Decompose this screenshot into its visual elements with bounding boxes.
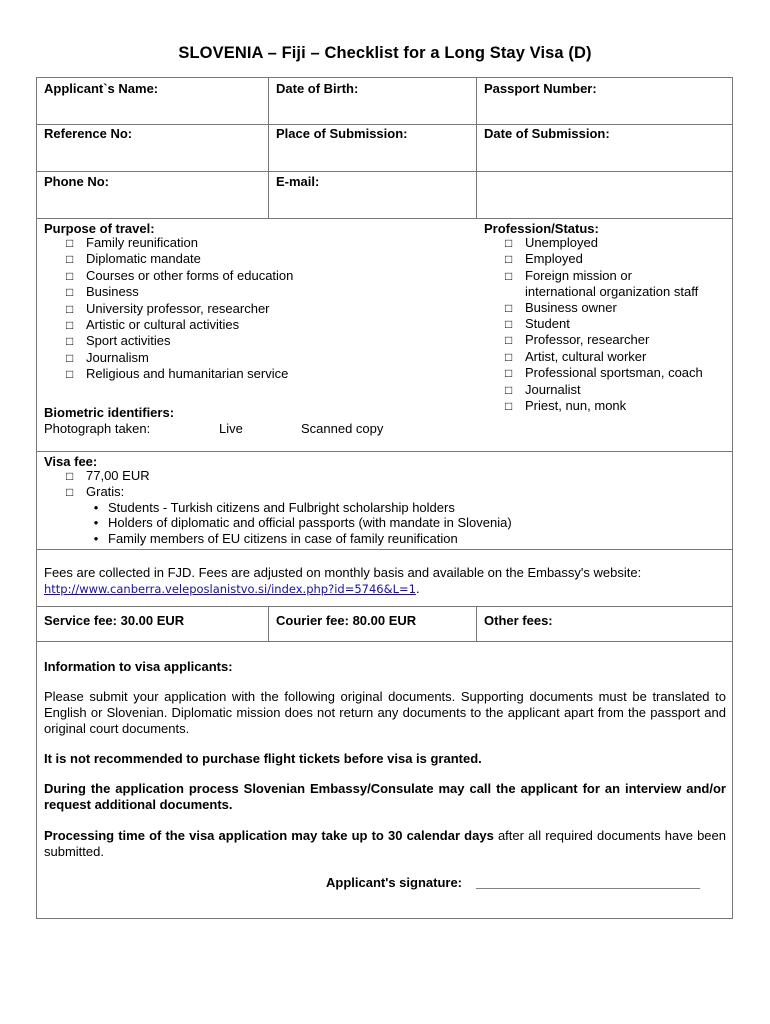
checkbox-icon[interactable]: □	[505, 366, 513, 381]
reference-no-label: Reference No:	[44, 126, 133, 141]
checkbox-icon[interactable]: □	[66, 301, 74, 316]
checkbox-icon[interactable]: □	[66, 469, 74, 483]
checkbox-icon[interactable]: □	[505, 268, 513, 283]
list-item[interactable]: □ Unemployed	[505, 235, 598, 250]
list-item[interactable]: □ Gratis:	[66, 484, 125, 500]
place-of-submission-label: Place of Submission:	[276, 126, 408, 141]
checkbox-icon[interactable]: □	[505, 349, 513, 364]
purpose-list	[66, 235, 293, 383]
list-item-continuation: international organization staff	[525, 284, 699, 300]
purpose-heading: Purpose of travel:	[44, 221, 155, 236]
biometric-heading: Biometric identifiers:	[44, 405, 175, 420]
info-heading: Information to visa applicants:	[44, 659, 233, 674]
divider	[268, 77, 269, 218]
live-option[interactable]: Live	[219, 421, 243, 436]
list-item[interactable]: □ Journalism	[66, 349, 149, 365]
divider	[36, 451, 733, 452]
checkbox-icon[interactable]: □	[66, 350, 74, 365]
visa-fee-options	[66, 468, 150, 501]
divider	[268, 606, 269, 641]
list-item[interactable]: □ Journalist	[505, 381, 581, 397]
list-item[interactable]: □ Business owner	[505, 299, 617, 315]
checkbox-icon[interactable]: □	[66, 268, 74, 283]
list-item[interactable]: □ Diplomatic mandate	[66, 251, 201, 267]
other-fees-label: Other fees:	[484, 613, 553, 628]
divider	[36, 641, 733, 642]
divider	[476, 606, 477, 641]
list-item: • Students - Turkish citizens and Fulbright scholarship holders	[84, 500, 512, 515]
checkbox-icon[interactable]: □	[66, 367, 74, 382]
divider	[36, 549, 733, 550]
list-item: • Family members of EU citizens in case of family reunification	[84, 531, 512, 546]
list-item[interactable]: □ Family reunification	[66, 235, 198, 250]
checkbox-icon[interactable]: □	[505, 333, 513, 348]
checkbox-icon[interactable]: □	[66, 318, 74, 333]
embassy-link-line: http://www.canberra.veleposlanistvo.si/index.php?id=5746&L=1.	[44, 581, 420, 596]
list-item[interactable]: □ Religious and humanitarian service	[66, 366, 289, 382]
divider	[36, 171, 733, 172]
page-title: SLOVENIA – Fiji – Checklist for a Long Stay Visa (D)	[178, 44, 592, 62]
flight-tickets-warning: It is not recommended to purchase flight tickets before visa is granted.	[44, 751, 482, 766]
passport-number-label: Passport Number:	[484, 81, 597, 96]
list-item[interactable]: □ Courses or other forms of education	[66, 267, 294, 283]
courier-fee-label: Courier fee: 80.00 EUR	[276, 613, 417, 628]
checkbox-icon[interactable]: □	[505, 399, 513, 414]
date-of-birth-label: Date of Birth:	[276, 81, 359, 96]
phone-no-label: Phone No:	[44, 174, 109, 189]
list-item[interactable]: □ Artistic or cultural activities	[66, 317, 240, 333]
signature-line[interactable]: _______________________________	[476, 875, 701, 890]
checkbox-icon[interactable]: □	[505, 236, 513, 250]
applicant-name-label: Applicant`s Name:	[44, 81, 159, 96]
visa-fee-heading: Visa fee:	[44, 454, 98, 469]
list-item[interactable]: □ Artist, cultural worker	[505, 348, 647, 364]
list-item[interactable]: □ Professional sportsman, coach	[505, 365, 703, 381]
divider	[476, 77, 477, 218]
divider	[36, 124, 733, 125]
date-of-submission-label: Date of Submission:	[484, 126, 610, 141]
checkbox-icon[interactable]: □	[505, 252, 513, 267]
list-item[interactable]: □ Foreign mission or	[505, 267, 632, 283]
fees-note: Fees are collected in FJD. Fees are adjusted on monthly basis and available on the Embassy's website:	[44, 565, 642, 580]
checkbox-icon[interactable]: □	[66, 285, 74, 300]
photograph-taken-label: Photograph taken:	[44, 421, 151, 436]
embassy-website-link[interactable]: http://www.canberra.veleposlanistvo.si/index.php?id=5746&L=1	[44, 582, 416, 596]
list-item[interactable]: □ 77,00 EUR	[66, 468, 150, 483]
checkbox-icon[interactable]: □	[505, 317, 513, 332]
list-item[interactable]: □ Employed	[505, 251, 583, 267]
gratis-list	[84, 500, 512, 546]
interview-notice: During the application process Slovenian Embassy/Consulate may call the applicant for an interview and/or request additional documents.	[44, 781, 726, 812]
service-fee-label: Service fee: 30.00 EUR	[44, 613, 185, 628]
list-item[interactable]: □ Sport activities	[66, 333, 171, 349]
checkbox-icon[interactable]: □	[66, 485, 74, 500]
list-item[interactable]: □ Student	[505, 316, 570, 332]
list-item[interactable]: □ University professor, researcher	[66, 300, 270, 316]
signature-label: Applicant's signature:	[326, 875, 462, 890]
checkbox-icon[interactable]: □	[66, 252, 74, 267]
checkbox-icon[interactable]: □	[66, 236, 74, 250]
checkbox-icon[interactable]: □	[66, 334, 74, 349]
scanned-copy-option[interactable]: Scanned copy	[301, 421, 384, 436]
info-paragraph: Please submit your application with the following original documents. Supporting documents must be translated to English or Slovenian. Diplomatic mission does not return any documents to the applicant apart from the passport and original court documents.	[44, 689, 726, 736]
divider	[36, 606, 733, 607]
profession-list	[505, 235, 703, 414]
list-item[interactable]: □ Business	[66, 284, 139, 300]
divider	[36, 218, 733, 219]
profession-heading: Profession/Status:	[484, 221, 599, 236]
email-label: E-mail:	[276, 174, 320, 189]
list-item[interactable]: □ Professor, researcher	[505, 332, 650, 348]
processing-time-note: Processing time of the visa application may take up to 30 calendar days after all required documents have been submitted.	[44, 828, 726, 859]
list-item: • Holders of diplomatic and official passports (with mandate in Slovenia)	[84, 515, 512, 530]
list-item[interactable]: □ Priest, nun, monk	[505, 398, 627, 414]
checkbox-icon[interactable]: □	[505, 382, 513, 397]
checkbox-icon[interactable]: □	[505, 300, 513, 315]
